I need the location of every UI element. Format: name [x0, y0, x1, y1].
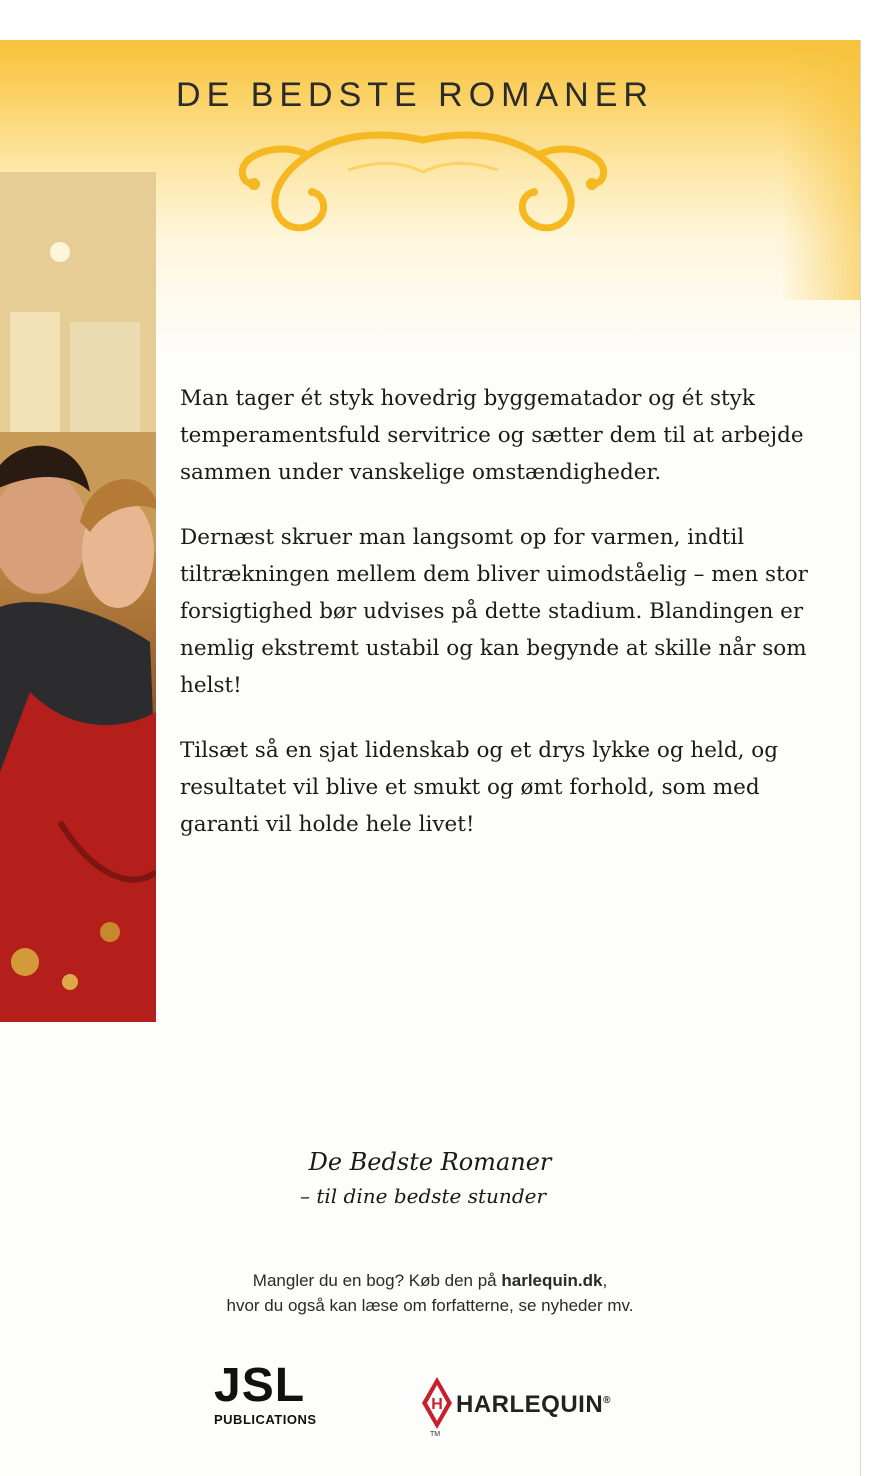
registered-mark: ® [603, 1395, 612, 1406]
couple-illustration-icon [0, 172, 156, 1022]
jsl-logo-mark: JSL [214, 1359, 306, 1412]
tagline-subtitle: – til dine bedste stunder [300, 1184, 547, 1208]
flourish-ornament-icon [228, 110, 618, 240]
tagline-title: De Bedste Romaner [308, 1148, 552, 1176]
book-back-cover [0, 40, 860, 1476]
jsl-publications-logo [214, 1359, 334, 1427]
blurb-text [180, 380, 840, 871]
harlequin-diamond-icon [420, 1375, 454, 1431]
promo-line-1 [0, 1268, 860, 1293]
jsl-logo-subtitle: PUBLICATIONS [214, 1412, 317, 1427]
harlequin-wordmark [456, 1391, 611, 1419]
promo-line-1-prefix: Mangler du en bog? Køb den på [252, 1271, 502, 1290]
blurb-paragraph-3: Tilsæt så en sjat lidenskab og et drys lykke og held, og resultatet vil blive et smukt og ømt forhold, som med garanti vil holde hele livet! [180, 738, 779, 837]
harlequin-name: HARLEQUIN [456, 1391, 604, 1418]
promo-line-2: hvor du også kan læse om forfatterne, se nyheder mv. [226, 1296, 634, 1315]
harlequin-diamond-letter: H [431, 1396, 443, 1413]
promo-line-1-suffix: , [602, 1271, 608, 1290]
blurb-paragraph-2: Dernæst skruer man langsomt op for varmen, indtil tiltrækningen mellem dem bliver uimodståelig – men stor forsigtighed bør udvises på dette stadium. Blandingen er nemlig ekstremt ustabil og kan begynde at skille når som helst! [180, 525, 808, 698]
harlequin-website-link[interactable]: harlequin.dk [501, 1271, 603, 1290]
series-title: DE BEDSTE ROMANER [176, 76, 654, 114]
trademark-mark: TM [430, 1431, 441, 1438]
blurb-paragraph-1: Man tager ét styk hovedrig byggematador og ét styk temperamentsfuld servitrice og sætter dem til at arbejde sammen under vanskelige omstændigheder. [180, 386, 804, 485]
cover-photo-couple [0, 172, 156, 1022]
promo-text [0, 1268, 860, 1318]
